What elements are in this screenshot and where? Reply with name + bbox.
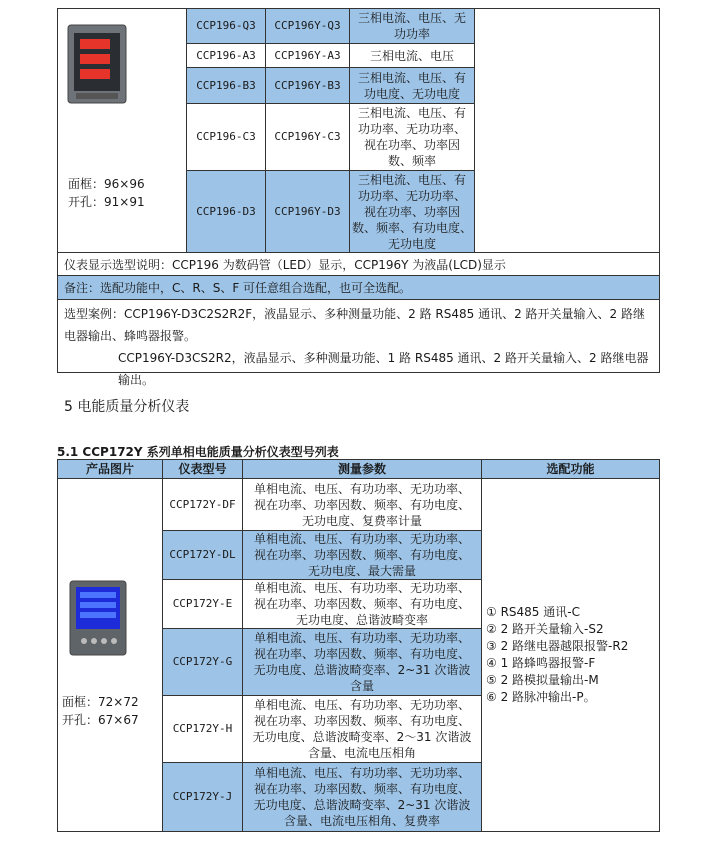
options-cell-empty (474, 8, 660, 253)
model-cell: CCP172Y-E (162, 579, 243, 629)
option-item: ③ 2 路继电器越限报警-R2 (486, 639, 629, 653)
option-item: ④ 1 路蜂鸣器报警-F (486, 656, 596, 670)
model-b-cell: CCP196Y-B3 (265, 67, 350, 104)
header-model: 仪表型号 (162, 459, 243, 479)
model-b-cell: CCP196Y-C3 (265, 103, 350, 171)
example-note (57, 299, 660, 387)
model-a-cell: CCP196-D3 (186, 170, 266, 253)
model-a-cell: CCP196-B3 (186, 67, 266, 104)
params-cell: 三相电流、电压、无 功功率 (349, 8, 475, 44)
remark-note: 备注：选配功能中，C、R、S、F 可任意组合选配，也可全选配。 (57, 275, 660, 300)
lcd-meter-image (68, 579, 130, 659)
product-image-cell-2 (57, 478, 163, 832)
option-item: ⑤ 2 路模拟量输出-M (486, 673, 599, 687)
option-item: ⑥ 2 路脉冲输出-P。 (486, 690, 596, 704)
options-cell (481, 478, 660, 832)
model-b-cell: CCP196Y-A3 (265, 43, 350, 68)
panel-size-label: 面框：96×96 (68, 177, 145, 191)
model-b-cell: CCP196Y-Q3 (265, 8, 350, 44)
led-meter-image (66, 23, 130, 109)
option-item: ① RS485 通讯-C (486, 605, 580, 619)
panel-size-label: 面框：72×72 (62, 695, 139, 709)
model-cell: CCP172Y-G (162, 628, 243, 696)
example-1: 选型案例：CCP196Y-D3C2S2R2F，液晶显示、多种测量功能、2 路 RS485 通讯、2 路开关量输入、2 路继电器输出、蜂鸣器报警。 (64, 307, 645, 343)
model-cell: CCP172Y-DL (162, 530, 243, 580)
cutout-size-label: 开孔：67×67 (62, 713, 139, 727)
model-a-cell: CCP196-C3 (186, 103, 266, 171)
params-cell: 三相电流、电压、有 功电度、无功电度 (349, 67, 475, 104)
model-a-cell: CCP196-A3 (186, 43, 266, 68)
header-image: 产品图片 (57, 459, 163, 479)
header-options: 选配功能 (481, 459, 660, 479)
model-cell: CCP172Y-DF (162, 478, 243, 531)
header-params: 测量参数 (242, 459, 482, 479)
subsection-heading: 5.1 CCP172Y 系列单相电能质量分析仪表型号列表 (57, 445, 339, 459)
params-cell: 三相电流、电压 (349, 43, 475, 68)
params-cell: 单相电流、电压、有功功率、无功功率、 视在功率、功率因数、频率、有功电度、 无功电度、总谐波畸变率、2~31 次谐波 含量 (242, 628, 482, 696)
params-cell: 三相电流、电压、有 功功率、无功功率、 视在功率、功率因 数、频率、有功电度、 无功电度 (349, 170, 475, 253)
product-image-cell-1 (57, 8, 187, 253)
params-cell: 单相电流、电压、有功功率、无功功率、 视在功率、功率因数、频率、有功电度、 无功电度、总谐波畸变率 (242, 579, 482, 629)
example-2: CCP196Y-D3CS2R2，液晶显示、多种测量功能、1 路 RS485 通讯、2 路开关量输入、2 路继电器输出。 (118, 351, 649, 387)
section-heading: 5 电能质量分析仪表 (64, 399, 190, 415)
model-cell: CCP172Y-H (162, 695, 243, 763)
params-cell: 三相电流、电压、有 功功率、无功功率、 视在功率、功率因 数、频率 (349, 103, 475, 171)
cutout-size-label: 开孔：91×91 (68, 195, 145, 209)
option-item: ② 2 路开关量输入-S2 (486, 622, 604, 636)
model-b-cell: CCP196Y-D3 (265, 170, 350, 253)
params-cell: 单相电流、电压、有功功率、无功功率、 视在功率、功率因数、频率、有功电度、 无功电度、总谐波畸变率、2~31 次谐波 含量、电流电压相角、复费率 (242, 762, 482, 832)
model-cell: CCP172Y-J (162, 762, 243, 832)
display-note: 仪表显示选型说明：CCP196 为数码管（LED）显示，CCP196Y 为液晶(LCD)显示 (57, 252, 660, 276)
params-cell: 单相电流、电压、有功功率、无功功率、 视在功率、功率因数、频率、有功电度、 无功电度、复费率计量 (242, 478, 482, 531)
params-cell: 单相电流、电压、有功功率、无功功率、 视在功率、功率因数、频率、有功电度、 无功电度、总谐波畸变率、2～31 次谐波 含量、电流电压相角 (242, 695, 482, 763)
model-a-cell: CCP196-Q3 (186, 8, 266, 44)
params-cell: 单相电流、电压、有功功率、无功功率、 视在功率、功率因数、频率、有功电度、 无功电度、最大需量 (242, 530, 482, 580)
